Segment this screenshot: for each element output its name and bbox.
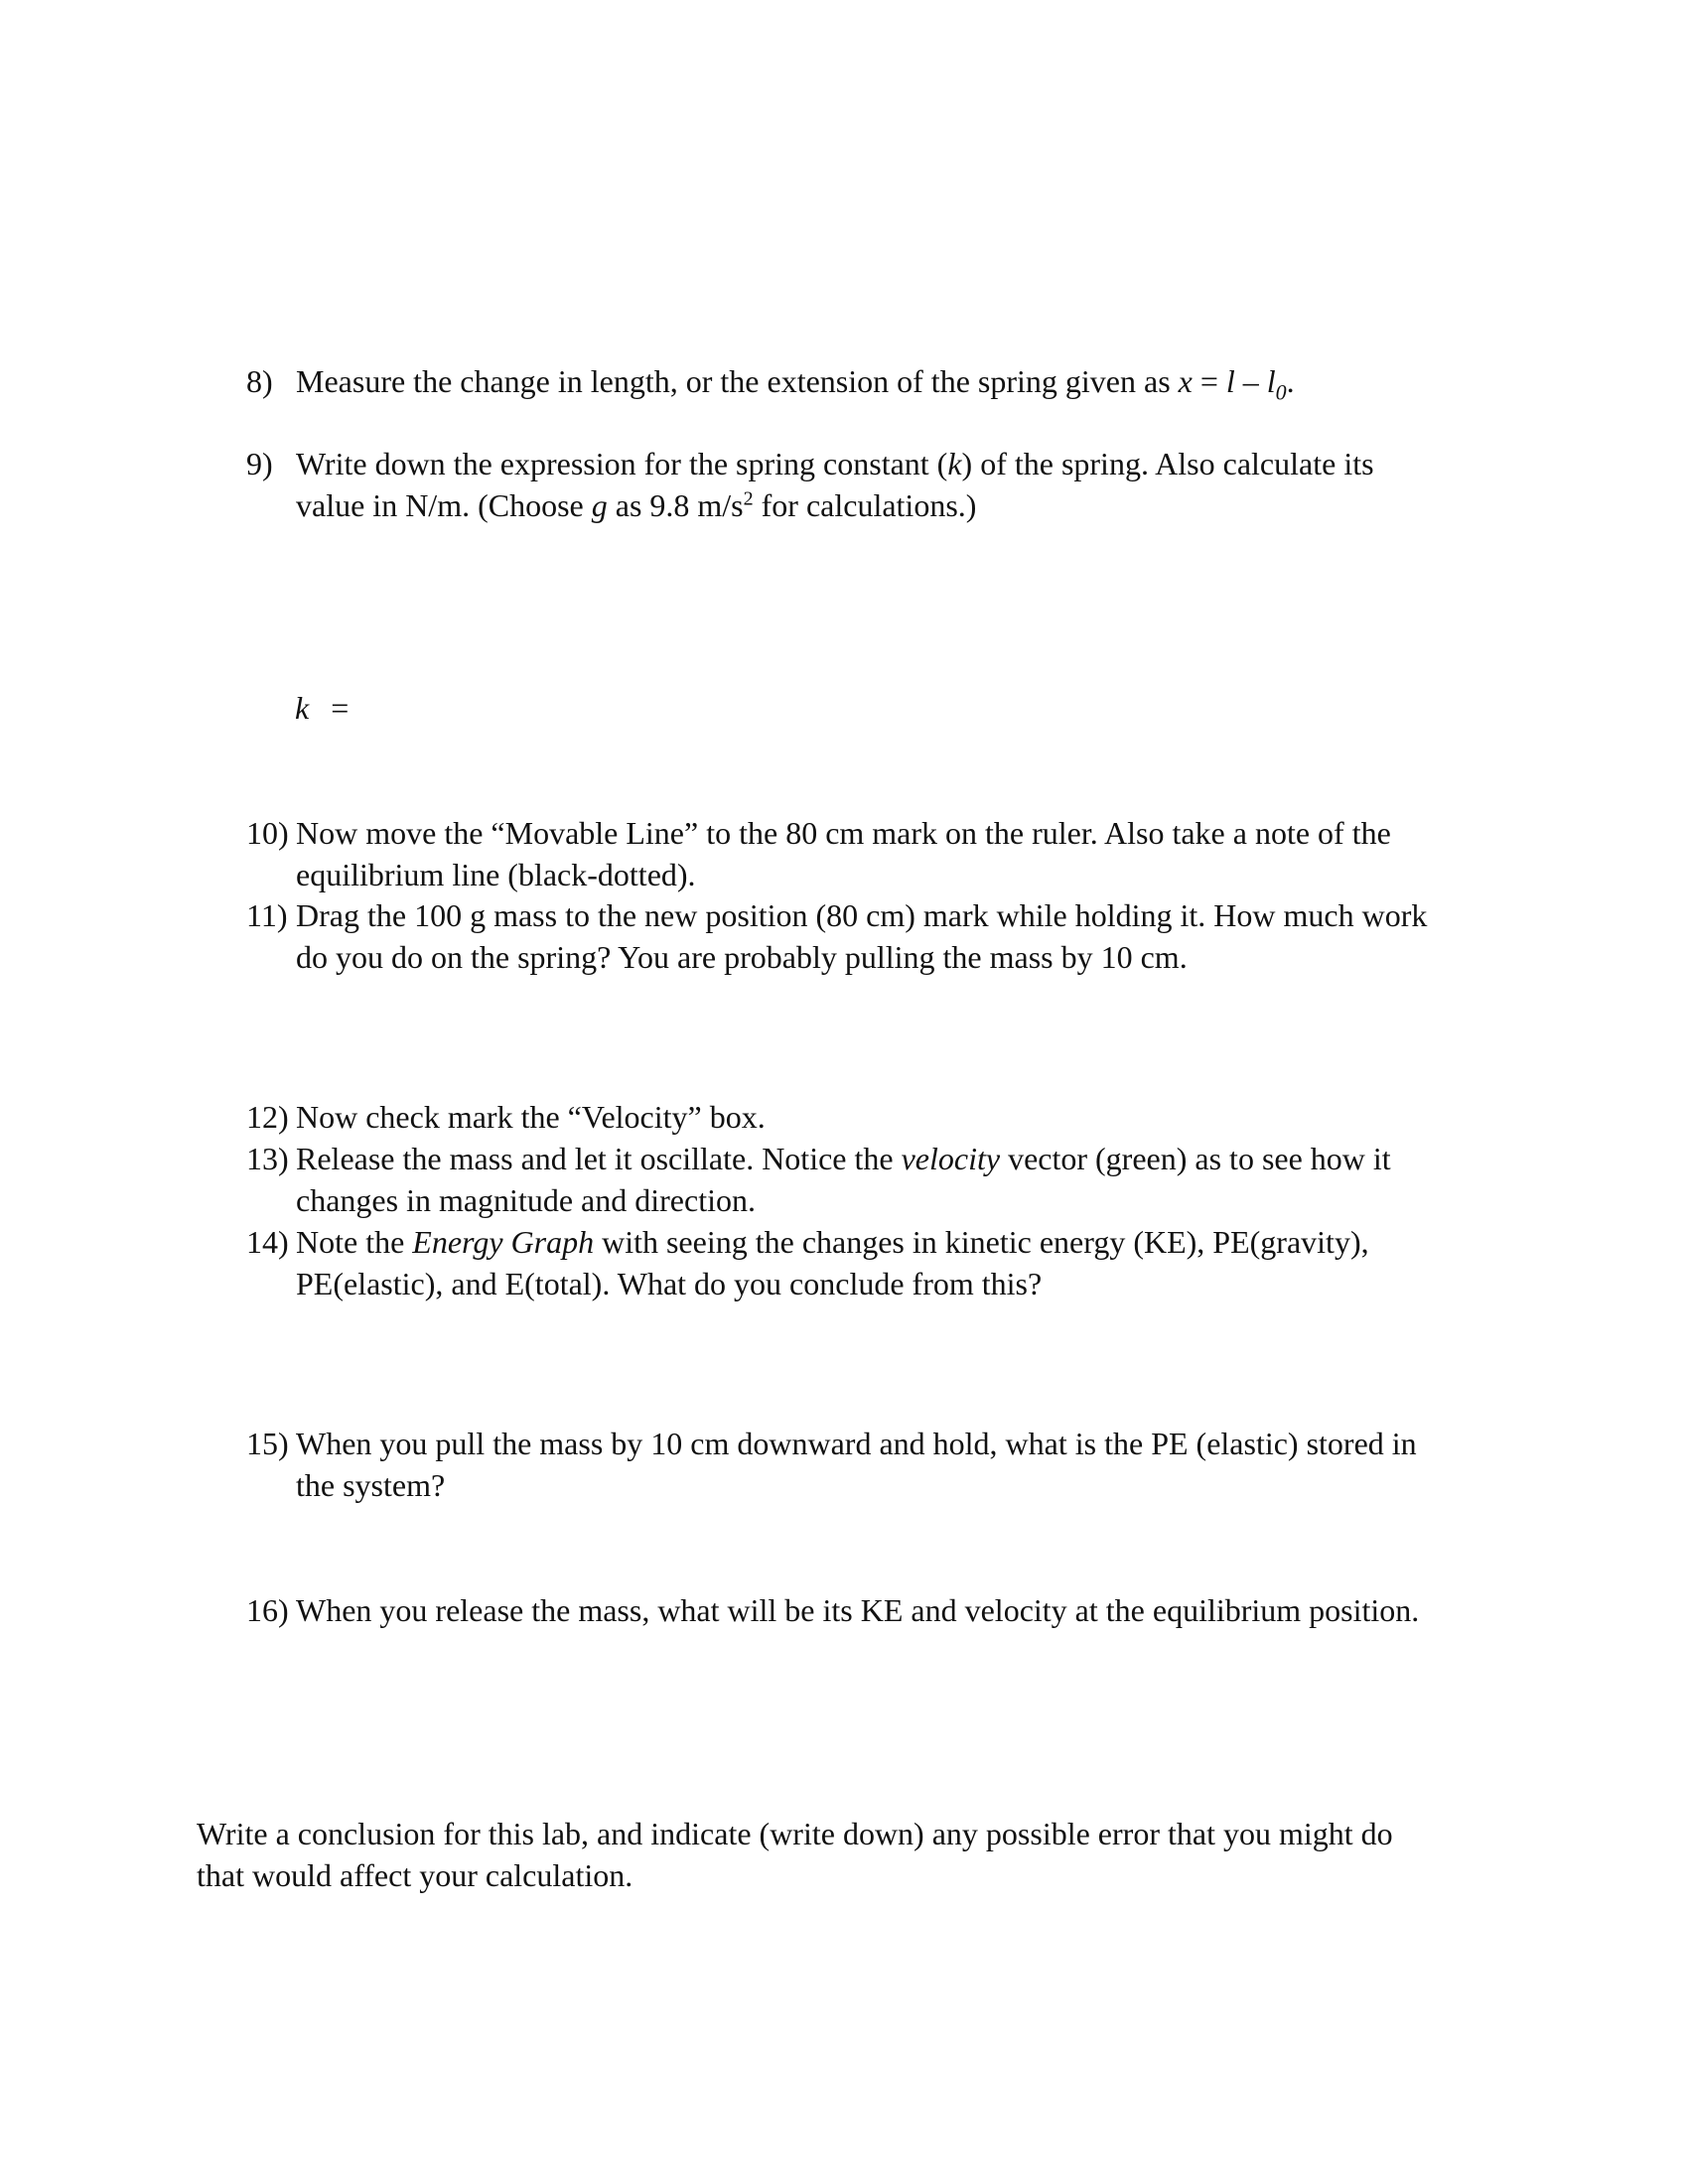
question-12 [246,1096,1507,1138]
question-9 [246,443,1507,526]
question-text: Note the Energy Graph with seeing the changes in kinetic energy (KE), PE(gravity), [296,1224,1369,1260]
question-16 [246,1589,1507,1631]
question-text: Now move the “Movable Line” to the 80 cm mark on the ruler. Also take a note of the [296,815,1391,851]
question-text: equilibrium line (black-dotted). [296,857,696,892]
question-number: 8) [246,363,273,399]
question-text: Measure the change in length, or the extension of the spring given as $x = l - l_0$. [296,363,1295,405]
question-8 [246,360,1507,405]
question-15 [246,1423,1507,1506]
question-text: Now check mark the “Velocity” box. [296,1099,766,1135]
question-text: When you pull the mass by 10 cm downward and hold, what is the PE (elastic) stored in [296,1426,1417,1461]
question-number: 9) [246,446,273,481]
question-number: 10) [246,815,289,851]
question-number: 16) [246,1592,289,1628]
question-13 [246,1138,1507,1221]
k-symbol: k [295,690,310,726]
question-10 [246,812,1507,895]
question-number: 13) [246,1141,289,1176]
conclusion-prompt [197,1813,1487,1896]
question-number: 15) [246,1426,289,1461]
question-number: 11) [246,897,288,933]
question-11 [246,894,1507,978]
question-text: do you do on the spring? You are probably pulling the mass by 10 cm. [296,939,1188,975]
question-text: changes in magnitude and direction. [296,1182,756,1218]
question-number: 14) [246,1224,289,1260]
question-14 [246,1221,1507,1304]
question-number: 12) [246,1099,289,1135]
k-answer-line [295,687,349,729]
question-text: Drag the 100 g mass to the new position (80 cm) mark while holding it. How much work [296,897,1428,933]
question-text: Release the mass and let it oscillate. Notice the velocity vector (green) as to see how it [296,1141,1391,1176]
question-text: When you release the mass, what will be its KE and velocity at the equilibrium position. [296,1592,1420,1628]
question-text: Write down the expression for the spring constant (k) of the spring. Also calculate its [296,446,1374,481]
question-text: value in N/m. (Choose g as 9.8 $m/s^2$ for calculations.) [296,487,977,523]
conclusion-text: that would affect your calculation. [197,1857,633,1893]
equals-sign: = [331,690,350,726]
question-text: the system? [296,1467,446,1503]
question-text: PE(elastic), and E(total). What do you conclude from this? [296,1266,1043,1301]
conclusion-text: Write a conclusion for this lab, and indicate (write down) any possible error that you might do [197,1816,1393,1851]
